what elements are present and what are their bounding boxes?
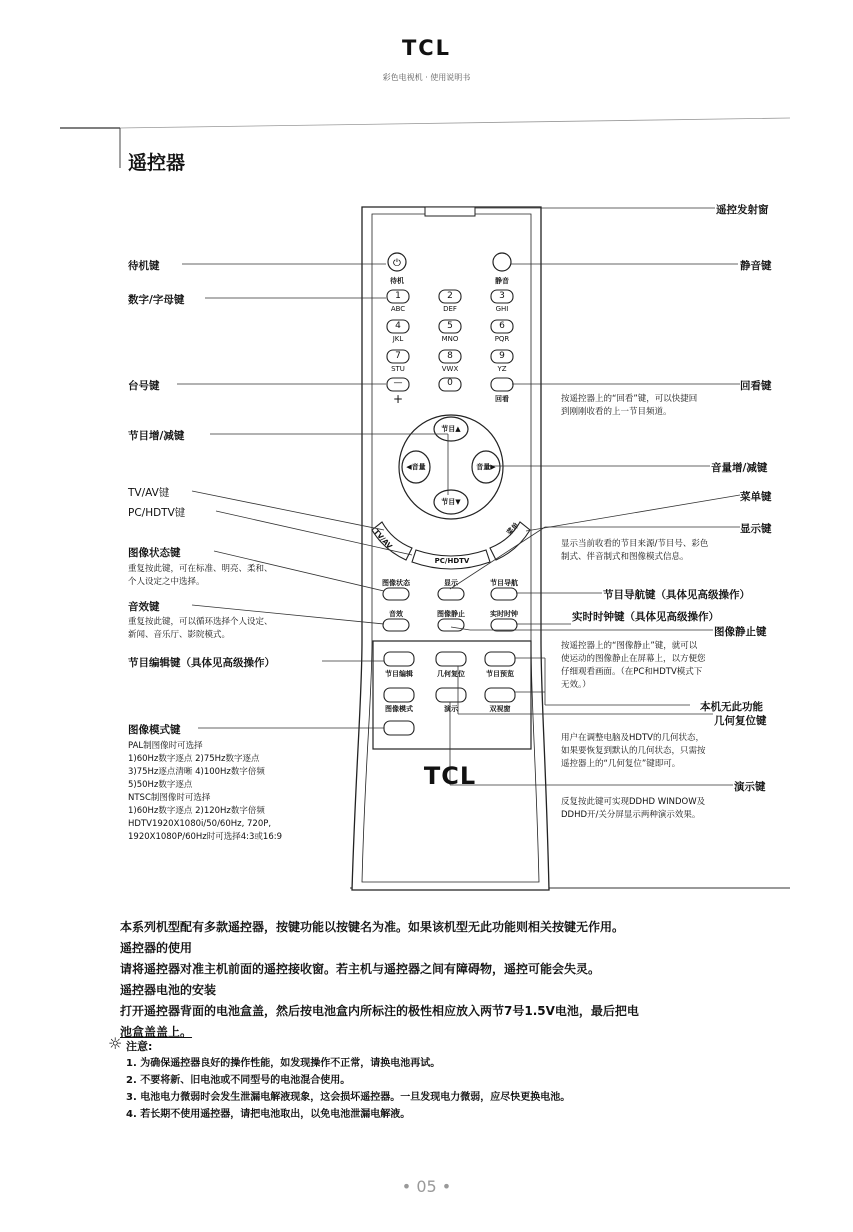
body-text <box>120 917 800 1043</box>
geometry-desc-line: 遥控器上的“几何复位”键即可。 <box>561 759 681 769</box>
key-5-label[interactable]: 5 <box>447 321 453 331</box>
label-demo-desc <box>561 796 705 822</box>
notes-item: 1. 为确保遥控器良好的操作性能，如发现操作不正常，请换电池再试。 <box>126 1058 441 1069</box>
freeze-desc-line: 按遥控器上的“图像静止”键，就可以 <box>561 641 698 651</box>
key-9-sub: YZ <box>497 365 507 373</box>
label-picmode-desc <box>128 563 273 589</box>
key-8-sub: VWX <box>441 365 459 373</box>
picmode-desc-line: 个人设定之中选择。 <box>128 577 205 587</box>
zoom-desc-line: HDTV1920X1080i/50/60Hz, 720P, <box>128 819 272 829</box>
label-display-title: 显示键 <box>740 523 772 535</box>
picmode-label[interactable]: 图像状态 <box>382 579 410 587</box>
key-0-label[interactable]: 0 <box>447 378 453 388</box>
zoom-desc-line: 1)60Hz数字逐点 2)120Hz数字倍频 <box>128 806 265 816</box>
recall-desc-line: 按遥控器上的“回看”键，可以快捷回 <box>561 394 698 404</box>
vol-up-label[interactable]: 音量▶ <box>476 463 496 471</box>
label-channel-updown: 节目增/减键 <box>128 430 185 442</box>
body-heading: 遥控器的使用 <box>120 941 193 955</box>
label-sound-desc <box>128 616 273 642</box>
key-7-label[interactable]: 7 <box>395 351 401 361</box>
ch-up-label[interactable]: 节目▲ <box>441 425 461 433</box>
remote-brand-logo: TCL <box>423 762 477 790</box>
key-2-label[interactable]: 2 <box>447 291 453 301</box>
prog-preview-label[interactable]: 节目预览 <box>486 670 514 678</box>
key-4-sub: JKL <box>392 335 404 343</box>
label-tvav: TV/AV键 <box>128 487 170 499</box>
zoom-desc-line: PAL制图像时可选择 <box>128 741 203 751</box>
zoom-desc-line: 1)60Hz数字逐点 2)75Hz数字逐点 <box>128 754 260 764</box>
label-freeze-title: 图像静止键 <box>714 626 767 638</box>
label-digits: 数字/字母键 <box>128 294 185 306</box>
page-title: 遥控器 <box>128 152 186 174</box>
key-plus-label: + <box>392 392 404 406</box>
key-8-label[interactable]: 8 <box>447 351 453 361</box>
freeze-desc-line: 使运动的图像静止在屏幕上，以方便您 <box>561 654 706 664</box>
display-desc-line: 制式、伴音制式和图像模式信息。 <box>561 552 689 562</box>
prog-edit-label[interactable]: 节目编辑 <box>385 670 413 678</box>
notes-item: 3. 电池电力微弱时会发生泄漏电解液现象，这会损坏遥控器。一旦发现电力微弱，应尽快更换电池。 <box>126 1092 571 1103</box>
sun-icon: ☼ <box>108 1034 123 1053</box>
zoom-desc-line: 5)50Hz数字逐点 <box>128 780 193 790</box>
label-recall-title: 回看键 <box>740 380 772 392</box>
zoom-desc-line: 3)75Hz逐点清晰 4)100Hz数字倍频 <box>128 767 265 777</box>
key-1-label[interactable]: 1 <box>395 291 401 301</box>
body-heading: 遥控器电池的安装 <box>120 983 217 997</box>
key-9-label[interactable]: 9 <box>499 351 505 361</box>
label-pchdtv: PC/HDTV键 <box>128 507 186 519</box>
extra-label[interactable]: 双视窗 <box>489 705 511 713</box>
notes-section <box>126 1038 570 1123</box>
guide-label[interactable]: 节目导航 <box>490 579 518 587</box>
picmode-desc-line: 重复按此键，可在标准、明亮、柔和、 <box>128 564 273 574</box>
recall-desc-line: 到刚刚收看的上一节目频道。 <box>561 407 672 417</box>
label-display-desc <box>561 538 708 564</box>
key-1-sub: ABC <box>390 305 406 313</box>
header-brand: TCL <box>401 36 452 60</box>
freeze-desc-line: 无效。） <box>561 680 591 690</box>
power-icon: ⏻ <box>393 258 401 269</box>
label-nofunc: 本机无此功能 <box>700 701 763 713</box>
zoom-label[interactable]: 图像模式 <box>385 705 413 713</box>
body-paragraph: 池盒盖盖上。 <box>120 1025 193 1039</box>
pchdtv-label[interactable]: PC/HDTV <box>434 557 470 565</box>
display-label[interactable]: 显示 <box>444 579 458 587</box>
label-zoom-desc <box>128 740 282 844</box>
notes-title: 注意: <box>126 1040 153 1053</box>
label-volume: 音量增/减键 <box>711 462 768 474</box>
zoom-desc-line: 1920X1080P/60Hz时可选择4:3或16:9 <box>128 832 283 842</box>
body-paragraph: 打开遥控器背面的电池盒盖，然后按电池盒内所标注的极性相应放入两节7号1.5V电池，最后把电 <box>120 1004 639 1018</box>
sound-desc-line: 新闻、音乐厅、影院模式。 <box>128 630 231 640</box>
label-zoom-title: 图像模式键 <box>128 724 181 736</box>
notes-item: 4. 若长期不使用遥控器，请把电池取出，以免电池泄漏电解液。 <box>126 1109 411 1120</box>
key-3-label[interactable]: 3 <box>499 291 505 301</box>
label-menu: 菜单键 <box>740 491 772 503</box>
sound-label[interactable]: 音效 <box>389 610 403 618</box>
label-recall-desc <box>561 393 697 419</box>
sound-desc-line: 重复按此键，可以循环选择个人设定、 <box>128 617 273 627</box>
mute-sub-label: 静音 <box>495 277 509 285</box>
tvav-label[interactable]: TV/AV <box>372 528 394 551</box>
display-desc-line: 显示当前收看的节目来源/节目号、彩色 <box>561 539 709 549</box>
geometry-desc-line: 用户在调整电脑及HDTV的几何状态， <box>561 733 704 743</box>
ch-down-label[interactable]: 节目▼ <box>441 498 461 506</box>
freeze-desc-line: 仔细观看画面。（在PC和HDTV模式下 <box>561 667 703 677</box>
key-4-label[interactable]: 4 <box>395 321 401 331</box>
demo-label[interactable]: 演示 <box>444 705 458 713</box>
key-6-label[interactable]: 6 <box>499 321 505 331</box>
label-geometry-desc <box>561 732 706 771</box>
demo-desc-line: 反复按此键可实现DDHD WINDOW及 <box>561 797 706 807</box>
label-picmode-title: 图像状态键 <box>128 547 181 559</box>
label-channel-no: 台号键 <box>128 380 160 392</box>
key-minus-label[interactable]: — <box>393 378 403 388</box>
notes-item: 2. 不要将新、旧电池或不同型号的电池混合使用。 <box>126 1075 351 1086</box>
power-sub-label: 待机 <box>390 277 404 285</box>
menu-label[interactable]: 菜单 <box>505 521 521 537</box>
key-2-sub: DEF <box>443 305 457 313</box>
label-standby: 待机键 <box>128 260 160 272</box>
label-geometry-title: 几何复位键 <box>714 715 767 727</box>
clock-label[interactable]: 实时时钟 <box>490 610 518 618</box>
key-6-sub: PQR <box>494 335 510 343</box>
label-guide: 节目导航键（具体见高级操作） <box>603 589 750 601</box>
geometry-label[interactable]: 几何复位 <box>437 670 465 678</box>
key-7-sub: STU <box>391 365 405 373</box>
key-3-sub: GHI <box>495 305 509 313</box>
label-freeze-desc <box>561 640 706 692</box>
label-demo-title: 演示键 <box>734 781 766 793</box>
header-subtitle: 彩色电视机 · 使用说明书 <box>382 73 471 82</box>
key-5-sub: MNO <box>441 335 459 343</box>
page-number: • 05 • <box>401 1177 452 1196</box>
label-clock: 实时时钟键（具体见高级操作） <box>572 611 719 623</box>
body-paragraph: 请将遥控器对准主机前面的遥控接收窗。若主机与遥控器之间有障碍物，遥控可能会失灵。 <box>120 962 601 976</box>
label-mute: 静音键 <box>740 260 772 272</box>
label-prog-edit: 节目编辑键（具体见高级操作） <box>128 657 275 669</box>
demo-desc-line: DDHD开/关分屏显示两种演示效果。 <box>561 810 701 820</box>
zoom-desc-line: NTSC制图像时可选择 <box>128 793 211 803</box>
label-sound-title: 音效键 <box>128 601 160 613</box>
vol-down-label[interactable]: ◀音量 <box>406 463 426 471</box>
freeze-label[interactable]: 图像静止 <box>437 610 465 618</box>
body-paragraph: 本系列机型配有多款遥控器，按键功能以按键名为准。如果该机型无此功能则相关按键无作用。 <box>120 920 625 934</box>
label-ir-window: 遥控发射窗 <box>716 204 769 216</box>
recall-sub-label: 回看 <box>495 395 509 403</box>
geometry-desc-line: 如果要恢复到默认的几何状态，只需按 <box>561 746 706 756</box>
